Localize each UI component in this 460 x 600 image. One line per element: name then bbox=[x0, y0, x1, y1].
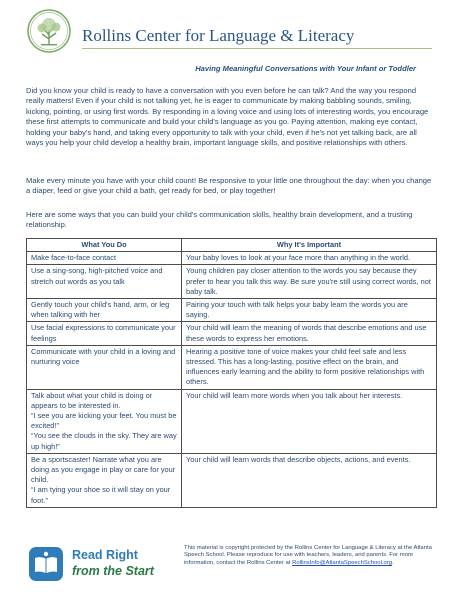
table-row bbox=[27, 389, 437, 453]
why-important-cell: Pairing your touch with talk helps your baby learn the words you are saying. bbox=[182, 299, 437, 322]
action-text: Use a sing-song, high-pitched voice and stretch out words as you talk bbox=[31, 266, 163, 286]
why-important-cell: Hearing a positive tone of voice makes your child feel safe and less stressed. This has a long-lasting, positive effect on the brain, and influences early learning and the ability to form positive relationships with others. bbox=[182, 345, 437, 389]
read-right-logo bbox=[26, 540, 176, 590]
org-title: Rollins Center for Language & Literacy bbox=[82, 26, 355, 45]
action-text: Make face-to-face contact bbox=[31, 253, 117, 263]
contact-email-link[interactable]: RollinsInfo@AtlantaSpeechSchool.org bbox=[292, 559, 393, 566]
table-body bbox=[27, 252, 437, 508]
why-important-cell: Your child will learn more words when you talk about her interests. bbox=[182, 389, 437, 453]
copyright-end: . bbox=[392, 559, 394, 566]
table-row bbox=[27, 299, 437, 322]
document-title: Having Meaningful Conversations with Your Infant or Toddler bbox=[195, 64, 416, 73]
what-you-do-cell bbox=[27, 453, 182, 507]
what-you-do-cell bbox=[27, 345, 182, 389]
action-text: Communicate with your child in a loving and nurturing voice bbox=[31, 346, 176, 367]
what-you-do-cell bbox=[27, 389, 182, 453]
open-book-icon bbox=[28, 546, 64, 582]
intro-paragraph: Did you know your child is ready to have a conversation with you even before he can talk? And the way you respond really matters! Even if your child is not talking yet, he is eager to communicate by making babbling sounds, smiling, kicking, pointing, or using first words. By responding in a loving voice and using lots of interesting words, you encourage these first attempts to communicate and build your child's language as you go. Paying attention, making eye contact, holding your baby's hand, and taking every opportunity to talk with your child, even if he's not yet talking back, are all ways you help your child develop a healthy brain, important language skills, and positive relationships with others. bbox=[26, 86, 429, 148]
table-row bbox=[27, 322, 437, 345]
why-important-cell: Your baby loves to look at your face more than anything in the world. bbox=[182, 252, 437, 265]
what-you-do-cell bbox=[27, 252, 182, 265]
example-quote: “I see you are kicking your feet. You must be excited!” bbox=[31, 411, 177, 431]
table-row bbox=[27, 345, 437, 389]
count-every-minute-paragraph: Make every minute you have with your child count! Be responsive to your little one throughout the day: when you change a diaper, feed or give your child a bath, get ready for bed, or play together! bbox=[26, 176, 432, 196]
why-important-cell: Your child will learn words that describe objects, actions, and events. bbox=[182, 453, 437, 507]
header-divider bbox=[82, 48, 432, 49]
ways-to-build-paragraph: Here are some ways that you can build your child's communication skills, healthy brain development, and a trusting relationship. bbox=[26, 210, 413, 230]
table-row bbox=[27, 252, 437, 265]
why-important-cell: Your child will learn the meaning of words that describe emotions and use these words to express her emotions. bbox=[182, 322, 437, 345]
copyright-notice bbox=[184, 545, 440, 567]
action-text: Be a sportscaster! Narrate what you are doing as you engage in play or care for your child. bbox=[31, 454, 176, 485]
table-row bbox=[27, 453, 437, 507]
brand-line-1: Read Right bbox=[72, 548, 138, 562]
what-you-do-cell bbox=[27, 299, 182, 322]
tree-logo-icon bbox=[26, 8, 72, 54]
why-important-cell: Young children pay closer attention to the words you say because they prefer to hear you talk this way. Be sure you're still using correct words, not baby talk. bbox=[182, 265, 437, 299]
action-text: Use facial expressions to communicate your feelings bbox=[31, 323, 176, 343]
brand-line-2: from the Start bbox=[72, 564, 154, 578]
header bbox=[26, 8, 436, 56]
example-quote: “I am tying your shoe so it will stay on your foot.” bbox=[31, 485, 171, 505]
column-header-what: What You Do bbox=[27, 239, 182, 252]
what-you-do-cell bbox=[27, 265, 182, 299]
tips-table bbox=[26, 238, 437, 508]
column-header-why: Why It's Important bbox=[182, 239, 437, 252]
example-quote: “You see the clouds in the sky. They are way up high!” bbox=[31, 431, 177, 451]
action-text: Talk about what your child is doing or appears to be interested in. bbox=[31, 390, 153, 410]
action-text: Gently touch your child's hand, arm, or leg when talking with her bbox=[31, 300, 170, 320]
table-row bbox=[27, 265, 437, 299]
copyright-text: This material is copyright protected by the Rollins Center for Language & Literacy at the Atlanta Speech School. Please reproduce for use with teachers, leaders, and parents. For more information, contact the Rollins Center at bbox=[184, 545, 432, 566]
what-you-do-cell bbox=[27, 322, 182, 345]
table-header-row bbox=[27, 239, 437, 252]
